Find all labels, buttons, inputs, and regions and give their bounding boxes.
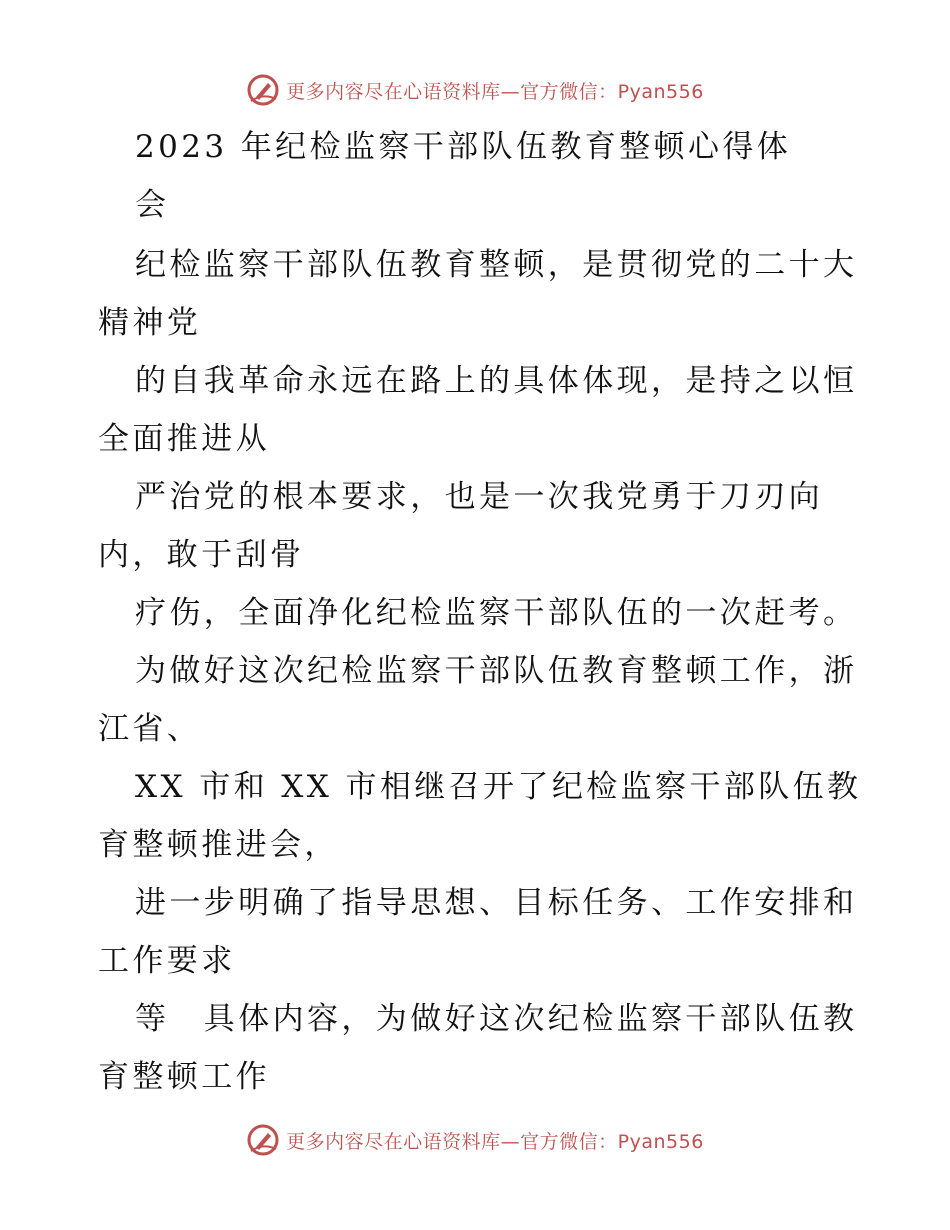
watermark-text: 更多内容尽在心语资料库—官方微信：Pyan556 bbox=[286, 1130, 704, 1153]
doc-line: 精神党 bbox=[98, 305, 202, 341]
doc-line: 江省、 bbox=[98, 711, 202, 747]
doc-line: 全面推进从 bbox=[98, 421, 270, 457]
doc-line: 严治党的根本要求，也是一次我党勇于刀刃向 bbox=[135, 479, 823, 515]
doc-line: XX 市和 XX 市相继召开了纪检监察干部队伍教 bbox=[135, 769, 862, 805]
doc-line: 育整顿推进会， bbox=[98, 827, 339, 863]
doc-line: 2023 年纪检监察干部队伍教育整顿心得体 bbox=[135, 129, 792, 165]
red-circle-pen-logo-icon bbox=[246, 1123, 280, 1157]
doc-line: 进一步明确了指导思想、目标任务、工作安排和 bbox=[135, 885, 858, 921]
doc-line: 育整顿工作 bbox=[98, 1059, 270, 1095]
doc-line: 疗伤，全面净化纪检监察干部队伍的一次赶考。 bbox=[135, 595, 858, 631]
watermark-text: 更多内容尽在心语资料库—官方微信：Pyan556 bbox=[286, 80, 704, 103]
doc-line: 纪检监察干部队伍教育整顿，是贯彻党的二十大 bbox=[135, 247, 858, 283]
header-watermark bbox=[0, 70, 950, 110]
doc-line: 的自我革命永远在路上的具体体现，是持之以恒 bbox=[135, 363, 858, 399]
doc-line: 工作要求 bbox=[98, 943, 236, 979]
doc-line: 内，敢于刮骨 bbox=[98, 537, 305, 573]
doc-line: 会 bbox=[135, 187, 170, 223]
doc-line: 等 具体内容，为做好这次纪检监察干部队伍教 bbox=[135, 1001, 858, 1037]
doc-line: 为做好这次纪检监察干部队伍教育整顿工作，浙 bbox=[135, 653, 858, 689]
footer-watermark bbox=[0, 1120, 950, 1160]
red-circle-pen-logo-icon bbox=[246, 73, 280, 107]
